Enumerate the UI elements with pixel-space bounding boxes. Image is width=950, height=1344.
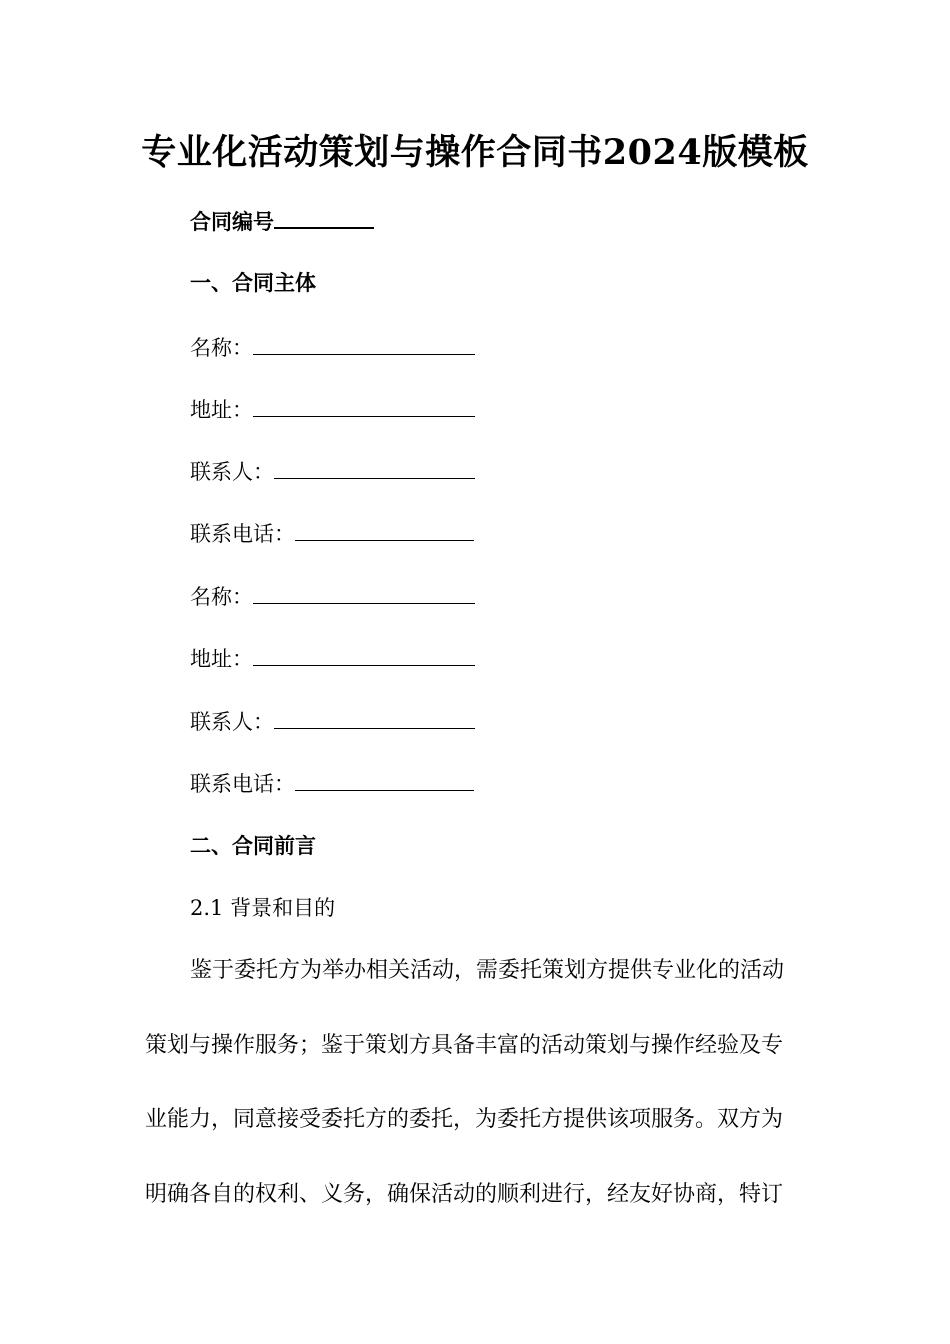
party-b-phone-label: 联系电话： [190, 772, 295, 796]
party-a-phone-row [190, 518, 474, 549]
party-a-name-label: 名称： [190, 336, 253, 360]
contract-number-blank[interactable] [274, 205, 374, 229]
party-b-contact-row [190, 706, 475, 737]
contract-number-row [190, 205, 374, 237]
paragraph-line-3: 业能力，同意接受委托方的委托，为委托方提供该项服务。双方为 [145, 1107, 784, 1132]
paragraph-line-4: 明确各自的权利、义务，确保活动的顺利进行，经友好协商，特订 [145, 1182, 784, 1207]
party-a-contact-row [190, 456, 475, 487]
party-b-contact-blank[interactable] [274, 706, 475, 729]
document-title: 专业化活动策划与操作合同书2024版模板 [141, 132, 809, 173]
paragraph-line-2: 策划与操作服务；鉴于策划方具备丰富的活动策划与操作经验及专 [145, 1033, 784, 1058]
party-a-address-blank[interactable] [253, 394, 475, 417]
party-a-phone-label: 联系电话： [190, 522, 295, 546]
party-b-name-blank[interactable] [253, 581, 475, 604]
contract-number-label: 合同编号 [190, 209, 274, 234]
party-b-name-label: 名称： [190, 585, 253, 609]
party-a-name-row [190, 332, 475, 363]
party-a-contact-label: 联系人： [190, 460, 274, 484]
party-a-address-row [190, 394, 475, 425]
party-a-name-blank[interactable] [253, 332, 475, 355]
party-b-contact-label: 联系人： [190, 710, 274, 734]
party-a-contact-blank[interactable] [274, 456, 475, 479]
paragraph-line-1: 鉴于委托方为举办相关活动，需委托策划方提供专业化的活动 [190, 958, 785, 983]
party-b-phone-row [190, 768, 474, 799]
party-a-phone-blank[interactable] [295, 518, 474, 541]
party-b-address-row [190, 643, 475, 674]
party-b-address-label: 地址： [190, 647, 253, 671]
party-b-name-row [190, 581, 475, 612]
section-1-heading: 一、合同主体 [190, 270, 316, 295]
party-b-phone-blank[interactable] [295, 768, 474, 791]
subsection-2-1-heading: 2.1 背景和目的 [190, 896, 336, 920]
section-2-heading: 二、合同前言 [190, 833, 316, 858]
party-a-address-label: 地址： [190, 398, 253, 422]
party-b-address-blank[interactable] [253, 643, 475, 666]
